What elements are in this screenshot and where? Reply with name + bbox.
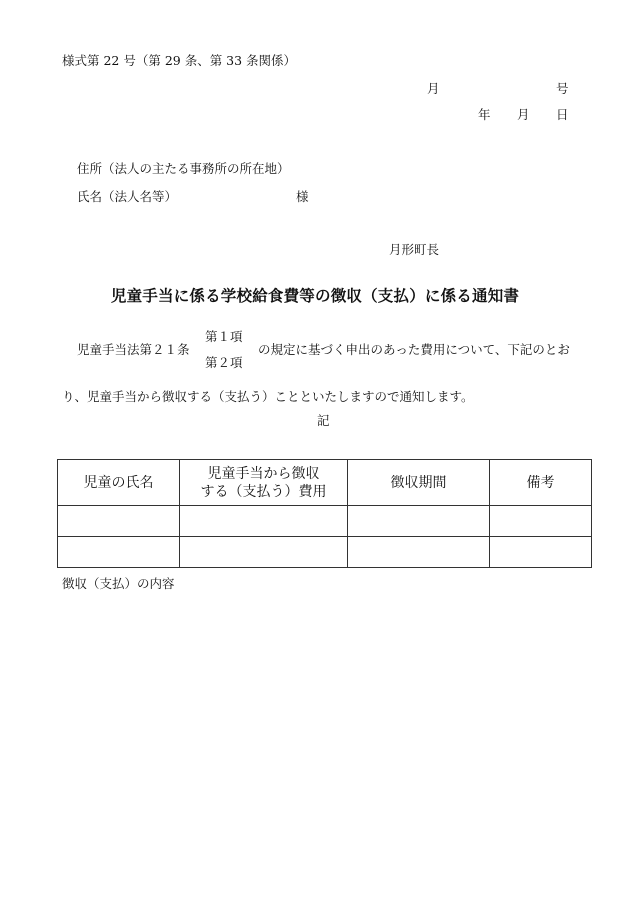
cell-remarks: [490, 537, 592, 568]
clause-1: 第１項: [205, 329, 243, 344]
footer-note: 徴収（支払）の内容: [62, 576, 175, 591]
date-month: 月: [517, 107, 530, 122]
doc-number-month: 月: [427, 81, 440, 96]
cell-child-name: [58, 537, 180, 568]
body-line-1: の規定に基づく申出のあった費用について、下記のとお: [258, 342, 570, 357]
header-period: 徴収期間: [348, 460, 490, 506]
address-label: 住所（法人の主たる事務所の所在地）: [77, 161, 290, 176]
date-year: 年: [478, 107, 491, 122]
name-label: 氏名（法人名等）: [77, 189, 178, 204]
fee-table: [57, 459, 592, 568]
body-line-2: り、児童手当から徴収する（支払う）ことといたしますので通知します。: [62, 389, 474, 404]
law-reference: 児童手当法第２１条: [77, 342, 190, 357]
clause-2: 第２項: [205, 355, 243, 370]
issuer: 月形町長: [389, 242, 440, 257]
cell-fee: [180, 506, 348, 537]
form-label: 様式第 22 号（第 29 条、第 33 条関係）: [62, 53, 297, 68]
cell-fee: [180, 537, 348, 568]
header-child-name: 児童の氏名: [58, 460, 180, 506]
ki-heading: 記: [317, 413, 330, 428]
table-row: [58, 537, 592, 568]
header-remarks: 備考: [490, 460, 592, 506]
cell-remarks: [490, 506, 592, 537]
date-day: 日: [556, 107, 569, 122]
doc-number-suffix: 号: [556, 81, 569, 96]
cell-period: [348, 537, 490, 568]
table-header-row: [58, 460, 592, 506]
document-title: 児童手当に係る学校給食費等の徴収（支払）に係る通知書: [110, 287, 520, 305]
header-fee-line-1: 児童手当から徴収: [207, 465, 320, 482]
table-row: [58, 506, 592, 537]
cell-period: [348, 506, 490, 537]
header-fee-line-2: する（支払う）費用: [200, 483, 327, 500]
cell-child-name: [58, 506, 180, 537]
honorific: 様: [296, 189, 309, 204]
header-fee: [180, 460, 348, 506]
